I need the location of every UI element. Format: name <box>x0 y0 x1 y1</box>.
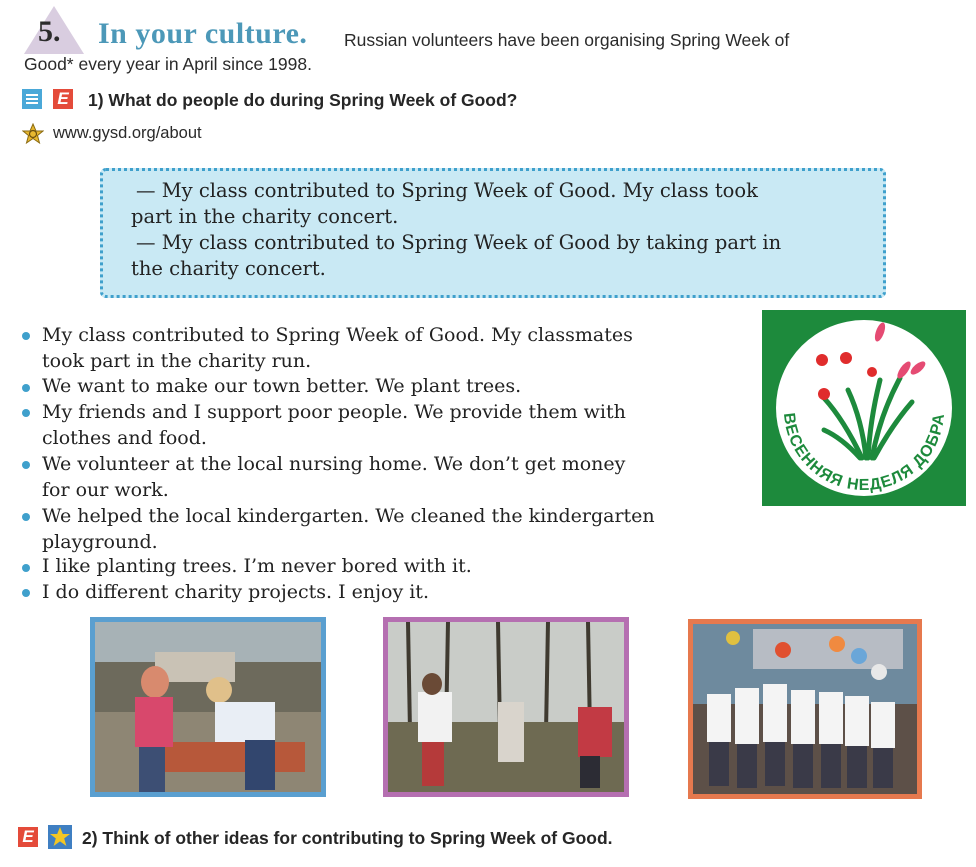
intro-text-line-1: Russian volunteers have been organising Spring Week of <box>344 30 790 50</box>
example-line: part in the charity concert. <box>131 205 399 228</box>
photo-painting-bench <box>90 617 326 797</box>
logo-graphic <box>762 310 966 506</box>
star-icon <box>48 825 72 849</box>
list-item: I like planting trees. I’m never bored with it. <box>42 555 472 577</box>
list-item: clothes and food. <box>42 427 207 449</box>
photo-volunteers-group <box>688 619 922 799</box>
bullet-dot <box>22 564 30 572</box>
globe-link-icon <box>22 123 44 145</box>
exercise-number: 5. <box>38 15 61 48</box>
logo-text: ВЕСЕННЯЯ НЕДЕЛЯ ДОБРА <box>779 411 949 495</box>
e-book-icon: E <box>53 89 73 109</box>
bullet-dot <box>22 461 30 469</box>
intro-text-line-2: Good* every year in April since 1998. <box>24 54 312 74</box>
e-book-icon: E <box>18 827 38 847</box>
bullet-dot <box>22 332 30 340</box>
example-line: the charity concert. <box>131 257 326 280</box>
spring-week-logo <box>762 310 966 506</box>
bullet-dot <box>22 589 30 597</box>
question-1: 1) What do people do during Spring Week of Good? <box>88 90 518 110</box>
bullet-dot <box>22 384 30 392</box>
list-item: for our work. <box>42 479 169 501</box>
bullet-dot <box>22 409 30 417</box>
gysd-link[interactable]: www.gysd.org/about <box>53 124 202 142</box>
list-item: We volunteer at the local nursing home. We don’t get money <box>42 453 626 475</box>
document-icon <box>22 89 42 109</box>
example-box <box>100 168 886 298</box>
list-item: We helped the local kindergarten. We cleaned the kindergarten <box>42 505 655 527</box>
list-item: We want to make our town better. We plant trees. <box>42 375 522 397</box>
list-item: My class contributed to Spring Week of Good. My classmates <box>42 324 633 346</box>
example-line: — My class contributed to Spring Week of Good. My class took <box>136 179 758 202</box>
question-2: 2) Think of other ideas for contributing to Spring Week of Good. <box>82 828 613 848</box>
photo-cleaning-park <box>383 617 629 797</box>
exercise-title: In your culture. <box>98 17 308 50</box>
example-line: — My class contributed to Spring Week of Good by taking part in <box>136 231 782 254</box>
list-item: playground. <box>42 531 158 553</box>
list-item: My friends and I support poor people. We provide them with <box>42 401 626 423</box>
list-item: took part in the charity run. <box>42 350 312 372</box>
bullet-dot <box>22 513 30 521</box>
list-item: I do different charity projects. I enjoy it. <box>42 581 429 603</box>
